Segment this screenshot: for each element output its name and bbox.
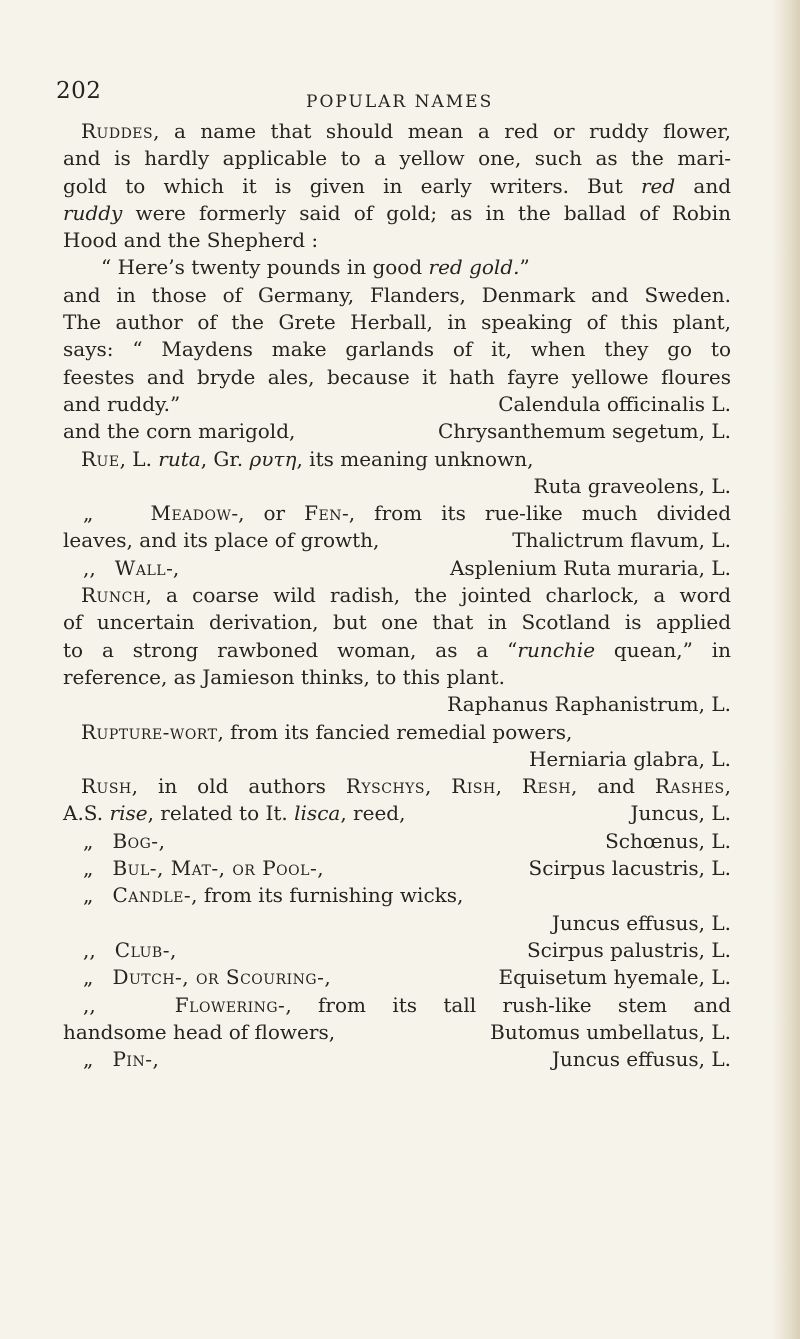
rush-pin (63, 1046, 731, 1073)
running-head: POPULAR NAMES (306, 92, 494, 112)
entry-text: , from its tall rush-like stem and (285, 992, 731, 1017)
rush-bog (63, 828, 731, 855)
entry-text: , from its fancied remedial powers, (217, 719, 573, 744)
scientific-name: Calendula officinalis L. (498, 391, 731, 416)
entry-ruddes-line-11 (63, 391, 731, 418)
scientific-name: Chrysanthemum segetum, L. (437, 419, 731, 444)
body-text (63, 118, 731, 1073)
entry-text: A.S. (63, 801, 110, 826)
entry-runch-line-5 (63, 691, 731, 718)
italic-word: rise (109, 801, 148, 826)
rush-candle-line-2 (63, 910, 731, 937)
scientific-name: Juncus effusus, L. (551, 1047, 731, 1072)
entry-text: , a coarse wild radish, the jointed charlock, a word (145, 583, 731, 608)
entry-text: handsome head of flowers, (63, 1019, 336, 1044)
entry-rush-line-2 (63, 800, 731, 827)
headword: Club-, (114, 937, 177, 962)
scientific-name: Schœnus, L. (605, 828, 731, 853)
ditto-mark: „ (83, 883, 94, 908)
entry-text: , reed, (340, 801, 406, 826)
entry-text: , its meaning unknown, (296, 446, 534, 471)
entry-text: , related to It. (147, 801, 295, 826)
entry-ruddes-line-8: The author of the Grete Herball, in speaking of this plant, (63, 310, 731, 335)
scientific-name: Ruta graveolens, L. (533, 473, 731, 498)
italic-word: lisca (294, 801, 341, 826)
entry-text: quean,” in (595, 637, 731, 662)
rush-club (63, 937, 731, 964)
entry-text: and (675, 173, 731, 198)
entry-text: -, (166, 555, 180, 580)
entry-text: , from its furnishing wicks, (191, 883, 464, 908)
ditto-mark: „ (83, 828, 94, 853)
headword: Dutch-, or Scouring-, (112, 965, 332, 990)
ditto-mark: ,, (83, 555, 96, 580)
rush-flowering-line-1 (63, 992, 731, 1019)
entry-rue-line-2 (63, 473, 731, 500)
scientific-name: Asplenium Ruta muraria, L. (449, 555, 731, 580)
headword: Rupture-wort (81, 719, 218, 744)
ditto-mark: „ (83, 856, 94, 881)
scientific-name: Herniaria glabra, L. (528, 746, 731, 771)
rush-bul-mat-pool (63, 855, 731, 882)
headword: Candle- (112, 883, 192, 908)
ballad-quote (63, 254, 731, 281)
scientific-name: Juncus effusus, L. (551, 910, 731, 935)
entry-rupture-wort-line-1 (63, 719, 731, 746)
entry-text: and the corn marigold, (63, 419, 296, 444)
headword: Flowering- (174, 992, 286, 1017)
scientific-name: Raphanus Raphanistrum, L. (447, 692, 731, 717)
page-edge-shadow (772, 0, 800, 1339)
entry-rue-line-1 (63, 446, 731, 473)
entry-runch-line-3 (63, 637, 731, 664)
entry-text: , and (571, 774, 655, 799)
headword: Wall (114, 555, 167, 580)
italic-word: runchie (517, 637, 596, 662)
page-number: 202 (56, 78, 102, 104)
entry-meadow-rue-line-2 (63, 527, 731, 554)
entry-ruddes-line-9: says: “ Maydens make garlands of it, when they go to (63, 337, 731, 362)
entry-text: , Gr. (200, 446, 250, 471)
headword: Rue (81, 446, 120, 471)
entry-text: -, from its rue-like much divided (342, 501, 731, 526)
entry-runch-line-1 (63, 582, 731, 609)
variant-name: Rashes (654, 774, 725, 799)
rush-flowering-line-2 (63, 1019, 731, 1046)
entry-text: leaves, and its place of growth, (63, 528, 380, 553)
entry-ruddes-line-4 (63, 200, 731, 227)
rush-candle-line-1 (63, 882, 731, 909)
greek-word: ρυτη (249, 446, 297, 471)
italic-word: ruta (158, 446, 201, 471)
headword: Meadow (150, 501, 232, 526)
quote-text: “ Here’s twenty pounds in good (101, 255, 429, 280)
entry-runch-line-4: reference, as Jamieson thinks, to this plant. (63, 664, 505, 689)
ditto-mark: „ (83, 501, 94, 526)
entry-wall-rue (63, 555, 731, 582)
entry-rush-line-1: Rush, in old authors Ryschys, Rish, Resh, and Rashes, (81, 774, 731, 799)
variant-name: Rish (451, 774, 496, 799)
scientific-name: Butomus umbellatus, L. (490, 1019, 731, 1044)
entry-text: -, or (231, 501, 305, 526)
entry-runch-line-2: of uncertain derivation, but one that in Scotland is applied (63, 610, 731, 635)
italic-phrase: red gold. (428, 255, 520, 280)
entry-ruddes-line-1 (63, 118, 731, 145)
entry-rupture-wort-line-2 (63, 746, 731, 773)
italic-word: ruddy (63, 200, 123, 225)
entry-ruddes-line-7: and in those of Germany, Flanders, Denmark and Sweden. (63, 282, 731, 307)
entry-text: , L. (119, 446, 159, 471)
entry-ruddes-line-3 (63, 173, 731, 200)
scientific-name: Thalictrum flavum, L. (512, 528, 731, 553)
entry-text: to a strong rawboned woman, as a “ (63, 637, 518, 662)
ditto-mark: „ (83, 1047, 94, 1072)
entry-text: , in old authors (131, 774, 346, 799)
headword: Bul-, Mat-, or Pool-, (112, 856, 325, 881)
variant-name: Resh (521, 774, 572, 799)
headword: Pin-, (112, 1047, 160, 1072)
ditto-mark: „ (83, 965, 94, 990)
entry-ruddes-line-2: and is hardly applicable to a yellow one, such as the mari- (63, 146, 731, 171)
headword: Bog-, (112, 828, 166, 853)
entry-ruddes-line-5: Hood and the Shepherd : (63, 228, 319, 253)
entry-meadow-rue-line-1 (63, 500, 731, 527)
scientific-name: Scirpus lacustris, L. (528, 856, 731, 881)
scientific-name: Equisetum hyemale, L. (498, 965, 731, 990)
scientific-name: Juncus, L. (630, 801, 731, 826)
entry-ruddes-line-12 (63, 418, 731, 445)
ditto-mark: ,, (83, 992, 96, 1017)
entry-ruddes-line-10: feestes and bryde ales, because it hath fayre yellowe floures (63, 364, 731, 389)
entry-text: , a name that should mean a red or ruddy flower, (153, 119, 731, 143)
headword: Ruddes (81, 119, 154, 143)
entry-text: and ruddy.” (63, 391, 181, 416)
headword: Rush (81, 774, 132, 799)
variant-name: Ryschys (345, 774, 425, 799)
italic-word: red (640, 173, 676, 198)
rush-dutch-scouring (63, 964, 731, 991)
ditto-mark: ,, (83, 937, 96, 962)
headword: Fen (304, 501, 343, 526)
quote-mark: ” (519, 255, 530, 280)
headword: Runch (81, 583, 146, 608)
entry-text: were formerly said of gold; as in the ballad of Robin (122, 200, 731, 225)
entry-text: gold to which it is given in early writers. But (63, 173, 641, 198)
scientific-name: Scirpus palustris, L. (526, 937, 731, 962)
